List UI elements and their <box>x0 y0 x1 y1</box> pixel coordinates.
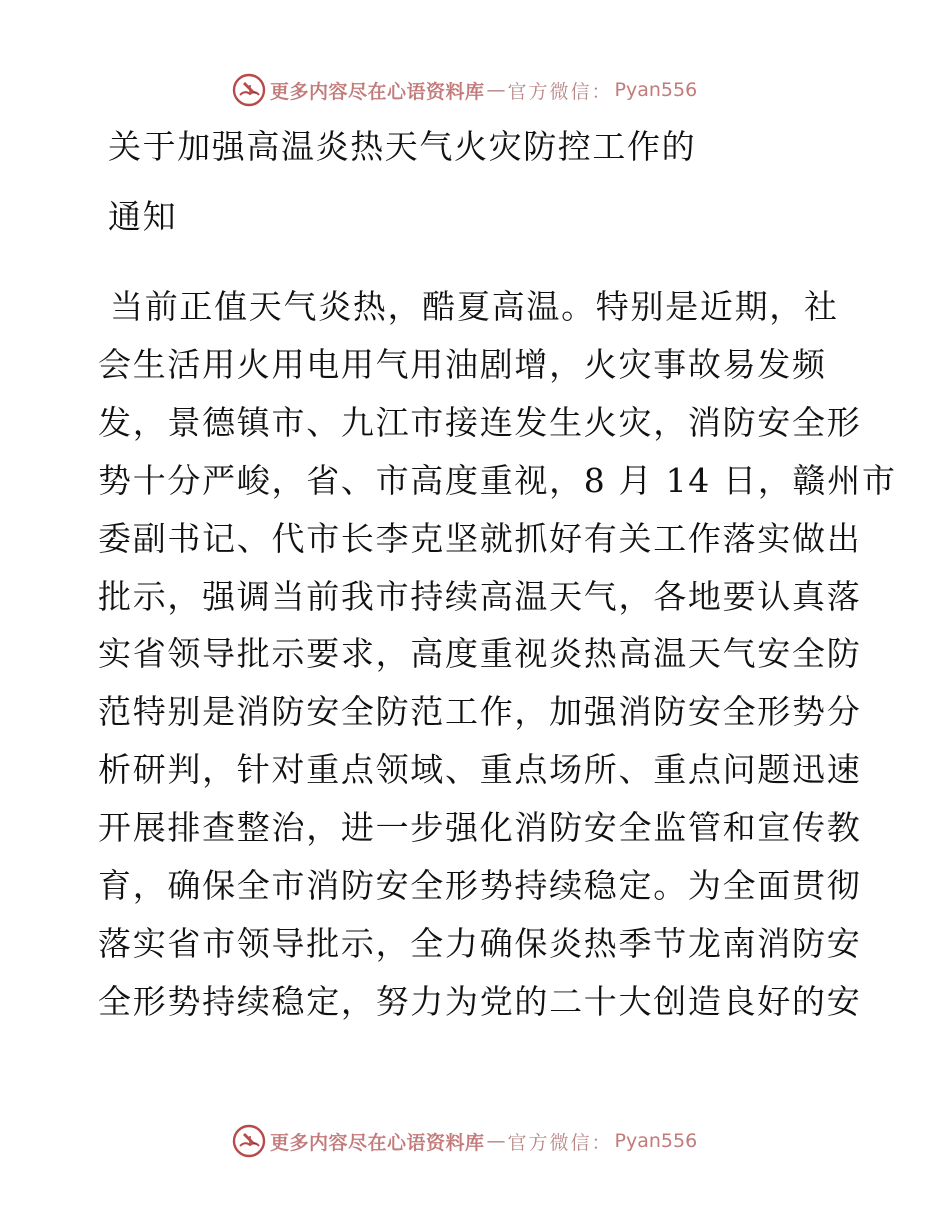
body-line: 范特别是消防安全防范工作，加强消防安全形势分 <box>98 692 862 732</box>
document-title-line-1: 关于加强高温炎热天气火灾防控工作的 <box>108 127 697 166</box>
watermark-dash: — <box>486 79 506 101</box>
body-line: 析研判，针对重点领域、重点场所、重点问题迅速 <box>98 750 862 790</box>
book-pen-logo-icon <box>232 1124 266 1158</box>
body-line: 全形势持续稳定，努力为党的二十大创造良好的安 <box>98 981 862 1021</box>
body-line: 开展排查整治，进一步强化消防安全监管和宣传教 <box>98 808 862 848</box>
watermark-official-label: 官方微信： <box>507 80 613 103</box>
watermark-wechat-id: Pyan556 <box>614 1130 698 1152</box>
body-line: 委副书记、代市长李克坚就抓好有关工作落实做出 <box>98 518 862 558</box>
document-title-line-2: 通知 <box>108 197 178 236</box>
body-line: 批示，强调当前我市持续高温天气，各地要认真落 <box>98 576 862 616</box>
header-watermark <box>232 72 697 108</box>
watermark-official-label: 官方微信： <box>507 1131 613 1154</box>
book-pen-logo-icon <box>232 73 266 107</box>
body-line: 落实省市领导批示，全力确保炎热季节龙南消防安 <box>98 923 862 963</box>
watermark-wechat-id: Pyan556 <box>614 79 698 101</box>
watermark-dash: — <box>486 1130 506 1152</box>
watermark-site-name: 更多内容尽在心语资料库 <box>270 1131 485 1154</box>
document-body <box>98 278 897 1031</box>
watermark-site-name: 更多内容尽在心语资料库 <box>270 80 485 103</box>
body-line: 发，景德镇市、九江市接连发生火灾，消防安全形 <box>98 402 862 442</box>
body-line: 实省领导批示要求，高度重视炎热高温天气安全防 <box>98 634 862 674</box>
body-line: 当前正值天气炎热，酷夏高温。特别是近期，社 <box>110 287 839 326</box>
body-line: 育，确保全市消防安全形势持续稳定。为全面贯彻 <box>98 866 862 906</box>
body-line: 势十分严峻，省、市高度重视，8 月 14 日，赣州市 <box>98 460 897 500</box>
footer-watermark <box>232 1123 697 1159</box>
body-line: 会生活用火用电用气用油剧增，火灾事故易发频 <box>98 344 827 384</box>
